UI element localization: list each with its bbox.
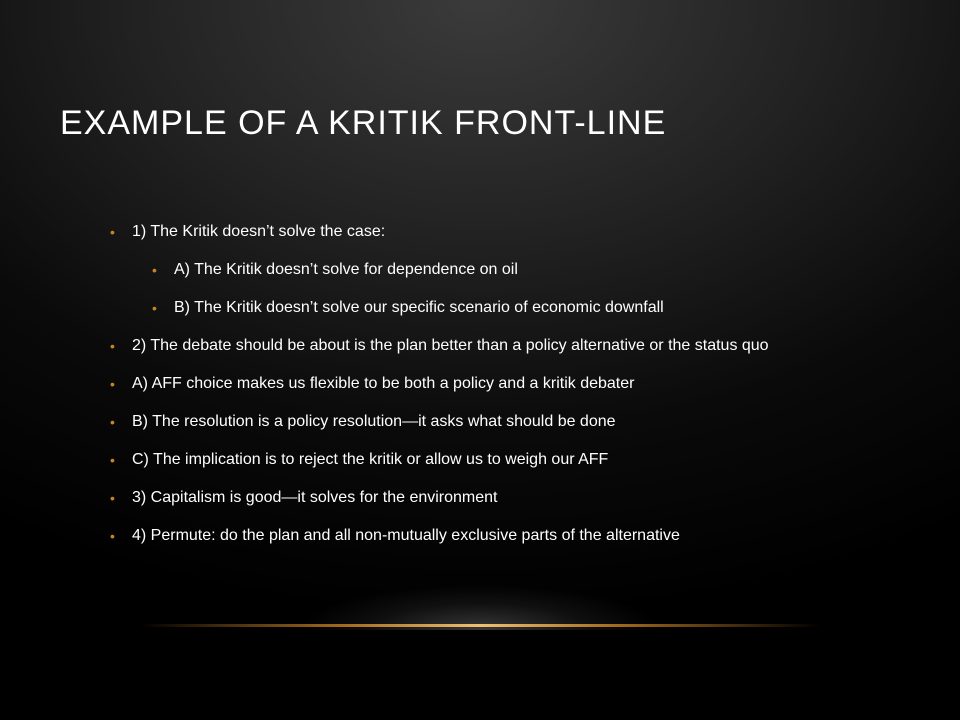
bullet-dot-icon: • [152, 300, 157, 316]
bullet-item [110, 222, 790, 242]
bullet-text: 4) Permute: do the plan and all non-mutually exclusive parts of the alternative [132, 527, 680, 544]
bullet-text: B) The resolution is a policy resolution—it asks what should be done [132, 413, 616, 430]
bullet-dot-icon: • [110, 528, 115, 544]
bullet-dot-icon: • [110, 414, 115, 430]
bullet-dot-icon: • [110, 490, 115, 506]
bullet-dot-icon: • [110, 376, 115, 392]
bullet-item [110, 450, 790, 470]
stage-glow [240, 560, 720, 630]
bullet-text: C) The implication is to reject the kritik or allow us to weigh our AFF [132, 451, 609, 468]
bullet-item [110, 412, 790, 432]
bullet-text: 1) The Kritik doesn’t solve the case: [132, 223, 386, 240]
bullet-dot-icon: • [152, 262, 157, 278]
bullet-dot-icon: • [110, 338, 115, 354]
bullet-list [110, 222, 790, 564]
bullet-text: 3) Capitalism is good—it solves for the environment [132, 489, 498, 506]
bullet-item [110, 374, 790, 394]
bullet-text: 2) The debate should be about is the plan better than a policy alternative or the status quo [132, 337, 769, 354]
bullet-text: B) The Kritik doesn’t solve our specific scenario of economic downfall [174, 299, 664, 316]
bullet-text: A) The Kritik doesn’t solve for dependence on oil [174, 261, 518, 278]
bullet-item [110, 336, 790, 356]
bullet-item [152, 298, 790, 318]
bullet-item [152, 260, 790, 280]
slide-title: EXAMPLE OF A KRITIK FRONT-LINE [60, 104, 667, 142]
decorative-glow-line [140, 624, 820, 627]
bullet-dot-icon: • [110, 224, 115, 240]
bullet-dot-icon: • [110, 452, 115, 468]
bullet-text: A) AFF choice makes us flexible to be both a policy and a kritik debater [132, 375, 635, 392]
bullet-item [110, 488, 790, 508]
bullet-item [110, 526, 790, 546]
